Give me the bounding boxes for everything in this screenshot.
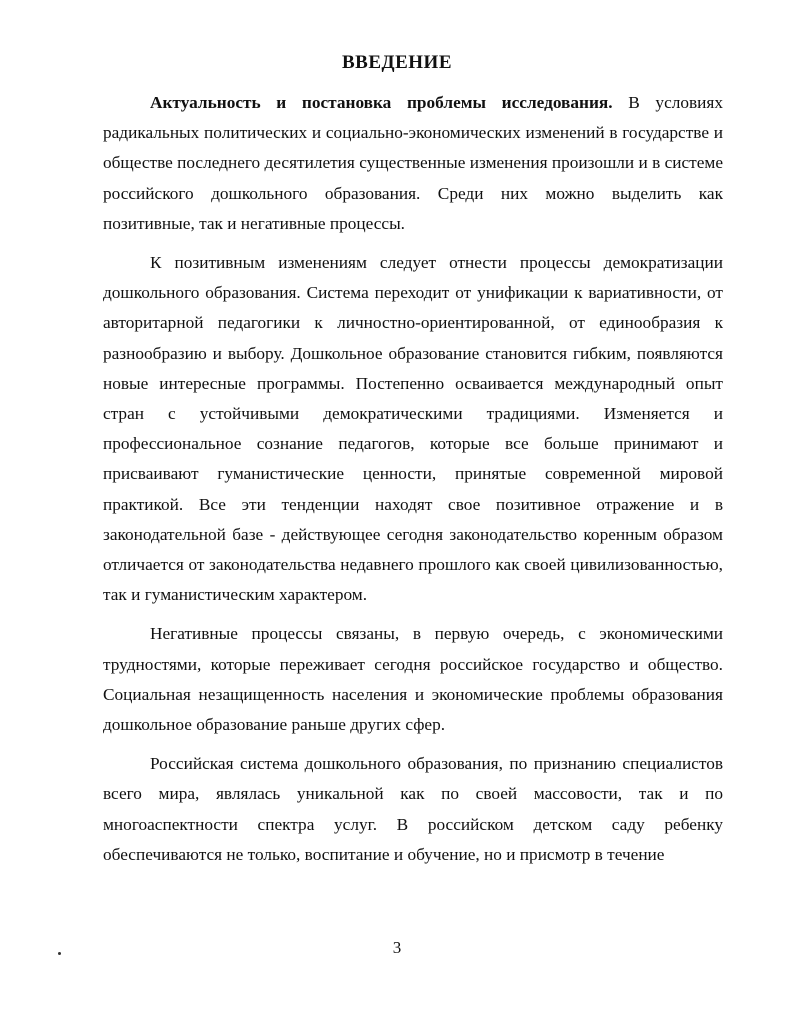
paragraph-text: К позитивным изменениям следует отнести процессы демократизации дошкольного образования. Система переходит от унификации к вариативности, от авторитарной педагогики к личностно-ориентированной, от единообразия к разнообразию и выбору. Дошкольное образование становится гибким, появляются новые интересные программы. Постепенно осваивается международный опыт стран с устойчивыми демократическими традициями. Изменяется и профессиональное сознание педагогов, которые все больше принимают и присваивают гуманистические ценности, принятые современной мировой практикой. Все эти тенденции находят свое позитивное отражение и в законодательной базе - действующее сегодня законодательство коренным образом отличается от законодательства недавнего прошлого как своей цивилизованностью, так и гуманистическим характером. [103, 253, 723, 605]
paragraph-text: Российская система дошкольного образования, по признанию специалистов всего мира, являлась уникальной как по своей массовости, так и по многоаспектности спектра услуг. В российском детском саду ребенку обеспечиваются не только, воспитание и обучение, но и присмотр в течение [103, 754, 723, 864]
body-text [103, 88, 723, 870]
paragraph-2 [103, 248, 723, 610]
paragraph-4 [103, 749, 723, 870]
paragraph-text: В условиях радикальных политических и социально-экономических изменений в государстве и обществе последнего десятилетия существенные изменения произошли и в системе российского дошкольного образования. Среди них можно выделить как позитивные, так и негативные процессы. [103, 93, 723, 233]
paragraph-3 [103, 619, 723, 740]
page-number: 3 [392, 938, 402, 957]
paragraph-lead: Актуальность и постановка проблемы исследования. [150, 93, 613, 112]
page-title: ВВЕДЕНИЕ [342, 52, 452, 73]
paragraph-1 [103, 88, 723, 239]
paragraph-text: Негативные процессы связаны, в первую очередь, с экономическими трудностями, которые переживает сегодня российское государство и общество. Социальная незащищенность населения и экономические проблемы образования дошкольное образование раньше других сфер. [103, 624, 723, 735]
